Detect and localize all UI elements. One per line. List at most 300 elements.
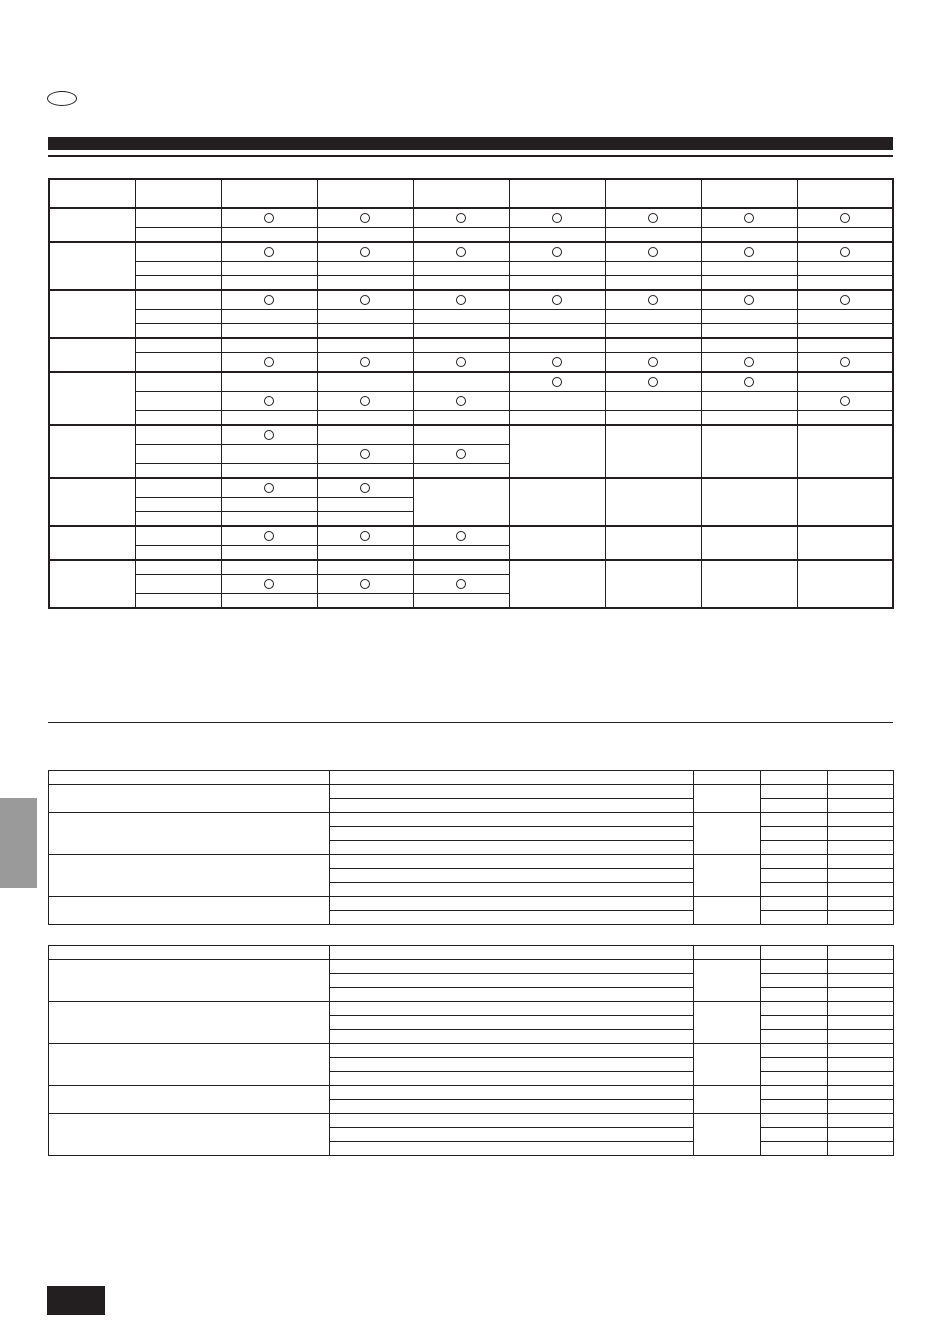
circle-mark-icon bbox=[264, 396, 274, 406]
mark-cell bbox=[221, 445, 317, 464]
mark-cell bbox=[509, 338, 605, 353]
mark-cell bbox=[317, 560, 413, 575]
circle-mark-icon bbox=[552, 213, 562, 223]
mark-cell bbox=[509, 242, 605, 262]
mark-cell bbox=[509, 228, 605, 243]
table-cell bbox=[330, 785, 694, 799]
circle-mark-icon bbox=[264, 579, 274, 589]
merged-cell bbox=[701, 425, 797, 478]
item-cell bbox=[135, 242, 221, 262]
circle-mark-icon bbox=[744, 377, 754, 387]
table-row bbox=[49, 425, 893, 445]
table-cell bbox=[828, 897, 894, 911]
mark-cell bbox=[221, 242, 317, 262]
mark-cell bbox=[317, 425, 413, 445]
group-label-cell bbox=[49, 478, 135, 526]
table-cell bbox=[330, 855, 694, 869]
merged-cell bbox=[605, 425, 701, 478]
table-cell bbox=[330, 1030, 694, 1044]
item-cell bbox=[135, 445, 221, 464]
table-cell bbox=[330, 1086, 694, 1100]
mark-cell bbox=[221, 546, 317, 561]
table-header-row bbox=[49, 179, 893, 208]
table-cell bbox=[761, 960, 828, 974]
mark-cell bbox=[317, 478, 413, 498]
table-cell bbox=[761, 1142, 828, 1156]
item-cell bbox=[135, 560, 221, 575]
circle-mark-icon bbox=[648, 213, 658, 223]
table-cell bbox=[49, 946, 330, 960]
mark-cell bbox=[413, 242, 509, 262]
mark-cell bbox=[317, 411, 413, 426]
table-cell bbox=[49, 1114, 330, 1156]
table-cell bbox=[49, 897, 330, 925]
table-cell bbox=[49, 855, 330, 897]
table-cell bbox=[828, 1072, 894, 1086]
circle-mark-icon bbox=[648, 377, 658, 387]
item-cell bbox=[135, 392, 221, 411]
circle-mark-icon bbox=[456, 247, 466, 257]
table-cell bbox=[828, 1030, 894, 1044]
circle-mark-icon bbox=[360, 531, 370, 541]
spec-table-1 bbox=[48, 770, 894, 925]
circle-mark-icon bbox=[840, 357, 850, 367]
mark-cell bbox=[701, 262, 797, 276]
item-cell bbox=[135, 575, 221, 594]
table-cell bbox=[330, 1002, 694, 1016]
merged-cell bbox=[797, 425, 893, 478]
header-cell-model-7 bbox=[797, 179, 893, 208]
group-label-cell bbox=[49, 242, 135, 290]
table-cell bbox=[330, 1100, 694, 1114]
table-cell bbox=[49, 785, 330, 813]
table-cell bbox=[694, 855, 761, 897]
circle-mark-icon bbox=[840, 295, 850, 305]
mark-cell bbox=[797, 262, 893, 276]
table-row bbox=[49, 324, 893, 339]
circle-mark-icon bbox=[264, 247, 274, 257]
circle-mark-icon bbox=[360, 449, 370, 459]
merged-cell bbox=[509, 526, 605, 560]
table-cell bbox=[49, 960, 330, 1002]
table-cell bbox=[330, 1128, 694, 1142]
table-cell bbox=[761, 1002, 828, 1016]
table-row bbox=[49, 290, 893, 310]
mark-cell bbox=[797, 353, 893, 373]
mark-cell bbox=[317, 512, 413, 527]
circle-mark-icon bbox=[456, 396, 466, 406]
table-cell bbox=[828, 1114, 894, 1128]
mark-cell bbox=[797, 290, 893, 310]
mark-cell bbox=[509, 290, 605, 310]
table-cell bbox=[330, 1016, 694, 1030]
circle-mark-icon bbox=[360, 213, 370, 223]
mark-cell bbox=[701, 310, 797, 324]
mark-cell bbox=[509, 276, 605, 291]
table-cell bbox=[330, 1114, 694, 1128]
table-cell bbox=[828, 960, 894, 974]
table-header-row bbox=[49, 946, 894, 960]
circle-mark-icon bbox=[840, 396, 850, 406]
item-cell bbox=[135, 478, 221, 498]
table-cell bbox=[828, 988, 894, 1002]
table-cell bbox=[49, 1044, 330, 1086]
mark-cell bbox=[509, 310, 605, 324]
mark-cell bbox=[317, 310, 413, 324]
mark-cell bbox=[221, 228, 317, 243]
mark-cell bbox=[797, 392, 893, 411]
circle-mark-icon bbox=[648, 295, 658, 305]
title-underline bbox=[48, 155, 893, 157]
mark-cell bbox=[413, 425, 509, 445]
mark-cell bbox=[797, 242, 893, 262]
mark-cell bbox=[701, 338, 797, 353]
mark-cell bbox=[413, 594, 509, 609]
mark-cell bbox=[221, 310, 317, 324]
mark-cell bbox=[605, 338, 701, 353]
header-cell-model-6 bbox=[701, 179, 797, 208]
mark-cell bbox=[317, 526, 413, 546]
mark-cell bbox=[317, 276, 413, 291]
mark-cell bbox=[701, 392, 797, 411]
mark-cell bbox=[413, 276, 509, 291]
circle-mark-icon bbox=[360, 579, 370, 589]
item-cell bbox=[135, 411, 221, 426]
circle-mark-icon bbox=[552, 247, 562, 257]
table-cell bbox=[828, 827, 894, 841]
circle-mark-icon bbox=[456, 357, 466, 367]
mark-cell bbox=[701, 276, 797, 291]
header-cell-item bbox=[135, 179, 221, 208]
mark-cell bbox=[317, 228, 413, 243]
table-cell bbox=[828, 1100, 894, 1114]
mark-cell bbox=[701, 353, 797, 373]
table-row bbox=[49, 526, 893, 546]
table-cell bbox=[694, 1114, 761, 1156]
table-cell bbox=[761, 1016, 828, 1030]
circle-mark-icon bbox=[360, 357, 370, 367]
item-cell bbox=[135, 498, 221, 512]
table-cell bbox=[330, 1142, 694, 1156]
mark-cell bbox=[221, 290, 317, 310]
table-cell bbox=[330, 1044, 694, 1058]
mark-cell bbox=[221, 208, 317, 228]
circle-mark-icon bbox=[264, 430, 274, 440]
circle-mark-icon bbox=[360, 396, 370, 406]
mark-cell bbox=[317, 208, 413, 228]
table-cell bbox=[761, 974, 828, 988]
group-label-cell bbox=[49, 526, 135, 560]
side-index-tab bbox=[0, 798, 37, 888]
table-cell bbox=[330, 960, 694, 974]
merged-cell bbox=[605, 560, 701, 608]
table-row bbox=[49, 785, 894, 799]
item-cell bbox=[135, 262, 221, 276]
table-cell bbox=[761, 911, 828, 925]
table-cell bbox=[828, 1086, 894, 1100]
table-cell bbox=[694, 1044, 761, 1086]
merged-cell bbox=[701, 560, 797, 608]
mark-cell bbox=[221, 425, 317, 445]
mark-cell bbox=[605, 228, 701, 243]
mark-cell bbox=[317, 242, 413, 262]
mark-cell bbox=[413, 392, 509, 411]
mark-cell bbox=[317, 392, 413, 411]
table-row bbox=[49, 228, 893, 243]
table-cell bbox=[761, 841, 828, 855]
mark-cell bbox=[605, 208, 701, 228]
item-cell bbox=[135, 228, 221, 243]
item-cell bbox=[135, 310, 221, 324]
table-row bbox=[49, 1086, 894, 1100]
item-cell bbox=[135, 324, 221, 339]
item-cell bbox=[135, 512, 221, 527]
table-cell bbox=[330, 827, 694, 841]
section-title-bar bbox=[48, 137, 893, 150]
mark-cell bbox=[221, 575, 317, 594]
mark-cell bbox=[605, 392, 701, 411]
mark-cell bbox=[605, 372, 701, 392]
header-cell-model-3 bbox=[413, 179, 509, 208]
table-cell bbox=[761, 1058, 828, 1072]
table-cell bbox=[761, 1030, 828, 1044]
circle-mark-icon bbox=[264, 357, 274, 367]
mark-cell bbox=[221, 372, 317, 392]
group-label-cell bbox=[49, 372, 135, 425]
table-cell bbox=[828, 1128, 894, 1142]
mark-cell bbox=[317, 262, 413, 276]
mark-cell bbox=[509, 372, 605, 392]
mark-cell bbox=[509, 392, 605, 411]
mark-cell bbox=[317, 546, 413, 561]
mark-cell bbox=[605, 353, 701, 373]
merged-cell bbox=[413, 478, 509, 526]
table-cell bbox=[330, 813, 694, 827]
circle-mark-icon bbox=[456, 531, 466, 541]
table-header-row bbox=[49, 771, 894, 785]
table-cell bbox=[330, 799, 694, 813]
circle-mark-icon bbox=[744, 247, 754, 257]
table-row bbox=[49, 338, 893, 353]
group-label-cell bbox=[49, 208, 135, 242]
table-cell bbox=[828, 799, 894, 813]
compatibility-table bbox=[48, 178, 894, 609]
section-divider bbox=[48, 722, 893, 723]
mark-cell bbox=[605, 310, 701, 324]
mark-cell bbox=[605, 242, 701, 262]
mark-cell bbox=[317, 290, 413, 310]
mark-cell bbox=[605, 262, 701, 276]
mark-cell bbox=[701, 372, 797, 392]
mark-cell bbox=[413, 464, 509, 479]
table-row bbox=[49, 208, 893, 228]
circle-mark-icon bbox=[456, 213, 466, 223]
table-cell bbox=[330, 911, 694, 925]
mark-cell bbox=[317, 575, 413, 594]
mark-cell bbox=[509, 208, 605, 228]
item-cell bbox=[135, 425, 221, 445]
mark-cell bbox=[221, 512, 317, 527]
table-row bbox=[49, 560, 893, 575]
table-row bbox=[49, 897, 894, 911]
item-cell bbox=[135, 372, 221, 392]
circle-mark-icon bbox=[360, 247, 370, 257]
table-cell bbox=[330, 771, 694, 785]
mark-cell bbox=[701, 228, 797, 243]
mark-cell bbox=[413, 228, 509, 243]
table-cell bbox=[828, 841, 894, 855]
mark-cell bbox=[605, 276, 701, 291]
table-cell bbox=[761, 946, 828, 960]
table-cell bbox=[694, 946, 761, 960]
table-row bbox=[49, 276, 893, 291]
mark-cell bbox=[413, 290, 509, 310]
table-cell bbox=[330, 974, 694, 988]
table-cell bbox=[330, 869, 694, 883]
table-cell bbox=[694, 771, 761, 785]
item-cell bbox=[135, 276, 221, 291]
table-cell bbox=[761, 785, 828, 799]
mark-cell bbox=[509, 353, 605, 373]
table-cell bbox=[694, 897, 761, 925]
mark-cell bbox=[797, 228, 893, 243]
mark-cell bbox=[413, 338, 509, 353]
circle-mark-icon bbox=[648, 357, 658, 367]
table-row bbox=[49, 1044, 894, 1058]
mark-cell bbox=[413, 262, 509, 276]
circle-mark-icon bbox=[552, 295, 562, 305]
table-cell bbox=[761, 1128, 828, 1142]
item-cell bbox=[135, 290, 221, 310]
table-row bbox=[49, 960, 894, 974]
item-cell bbox=[135, 594, 221, 609]
table-cell bbox=[761, 1114, 828, 1128]
header-cell-model-2 bbox=[317, 179, 413, 208]
mark-cell bbox=[797, 310, 893, 324]
table-cell bbox=[828, 1016, 894, 1030]
circle-mark-icon bbox=[552, 377, 562, 387]
header-cell-model-1 bbox=[221, 179, 317, 208]
table-cell bbox=[828, 771, 894, 785]
table-row bbox=[49, 262, 893, 276]
page-number-tab bbox=[47, 1286, 105, 1315]
mark-cell bbox=[221, 338, 317, 353]
table-cell bbox=[330, 1072, 694, 1086]
table-cell bbox=[330, 946, 694, 960]
table-row bbox=[49, 813, 894, 827]
mark-cell bbox=[701, 290, 797, 310]
table-cell bbox=[828, 855, 894, 869]
table-cell bbox=[828, 883, 894, 897]
mark-cell bbox=[317, 372, 413, 392]
table-cell bbox=[330, 1058, 694, 1072]
table-cell bbox=[330, 988, 694, 1002]
header-cell-category bbox=[49, 179, 135, 208]
table-row bbox=[49, 242, 893, 262]
item-cell bbox=[135, 546, 221, 561]
mark-cell bbox=[317, 498, 413, 512]
mark-cell bbox=[221, 560, 317, 575]
table-cell bbox=[49, 771, 330, 785]
mark-cell bbox=[221, 464, 317, 479]
circle-mark-icon bbox=[552, 357, 562, 367]
mark-cell bbox=[797, 372, 893, 392]
mark-cell bbox=[797, 411, 893, 426]
circle-mark-icon bbox=[264, 483, 274, 493]
header-cell-model-4 bbox=[509, 179, 605, 208]
circle-mark-icon bbox=[744, 213, 754, 223]
item-cell bbox=[135, 526, 221, 546]
table-cell bbox=[761, 799, 828, 813]
spec-table-2 bbox=[48, 945, 894, 1156]
table-cell bbox=[761, 855, 828, 869]
circle-mark-icon bbox=[744, 295, 754, 305]
mark-cell bbox=[797, 276, 893, 291]
merged-cell bbox=[509, 478, 605, 526]
group-label-cell bbox=[49, 560, 135, 608]
merged-cell bbox=[605, 526, 701, 560]
mark-cell bbox=[413, 353, 509, 373]
mark-cell bbox=[413, 526, 509, 546]
table-cell bbox=[828, 869, 894, 883]
table-row bbox=[49, 411, 893, 426]
merged-cell bbox=[605, 478, 701, 526]
group-label-cell bbox=[49, 338, 135, 372]
mark-cell bbox=[413, 575, 509, 594]
mark-cell bbox=[605, 324, 701, 339]
table-cell bbox=[828, 1142, 894, 1156]
mark-cell bbox=[221, 411, 317, 426]
table-cell bbox=[694, 785, 761, 813]
mark-cell bbox=[797, 338, 893, 353]
table-row bbox=[49, 855, 894, 869]
table-cell bbox=[761, 883, 828, 897]
table-row bbox=[49, 478, 893, 498]
mark-cell bbox=[413, 560, 509, 575]
mark-cell bbox=[317, 594, 413, 609]
mark-cell bbox=[413, 324, 509, 339]
mark-cell bbox=[221, 498, 317, 512]
mark-cell bbox=[221, 353, 317, 373]
mark-cell bbox=[509, 411, 605, 426]
mark-cell bbox=[413, 411, 509, 426]
mark-cell bbox=[797, 324, 893, 339]
table-cell bbox=[761, 897, 828, 911]
merged-cell bbox=[509, 425, 605, 478]
circle-mark-icon bbox=[456, 295, 466, 305]
table-cell bbox=[694, 960, 761, 1002]
mark-cell bbox=[317, 338, 413, 353]
group-label-cell bbox=[49, 425, 135, 478]
mark-cell bbox=[317, 445, 413, 464]
table-cell bbox=[49, 1086, 330, 1114]
table-row bbox=[49, 392, 893, 411]
language-badge bbox=[47, 91, 77, 106]
table-cell bbox=[828, 911, 894, 925]
table-cell bbox=[761, 988, 828, 1002]
circle-mark-icon bbox=[360, 483, 370, 493]
circle-mark-icon bbox=[840, 213, 850, 223]
mark-cell bbox=[701, 411, 797, 426]
table-cell bbox=[761, 771, 828, 785]
table-cell bbox=[828, 974, 894, 988]
item-cell bbox=[135, 208, 221, 228]
table-cell bbox=[694, 1002, 761, 1044]
mark-cell bbox=[701, 242, 797, 262]
circle-mark-icon bbox=[744, 357, 754, 367]
merged-cell bbox=[797, 560, 893, 608]
mark-cell bbox=[317, 464, 413, 479]
